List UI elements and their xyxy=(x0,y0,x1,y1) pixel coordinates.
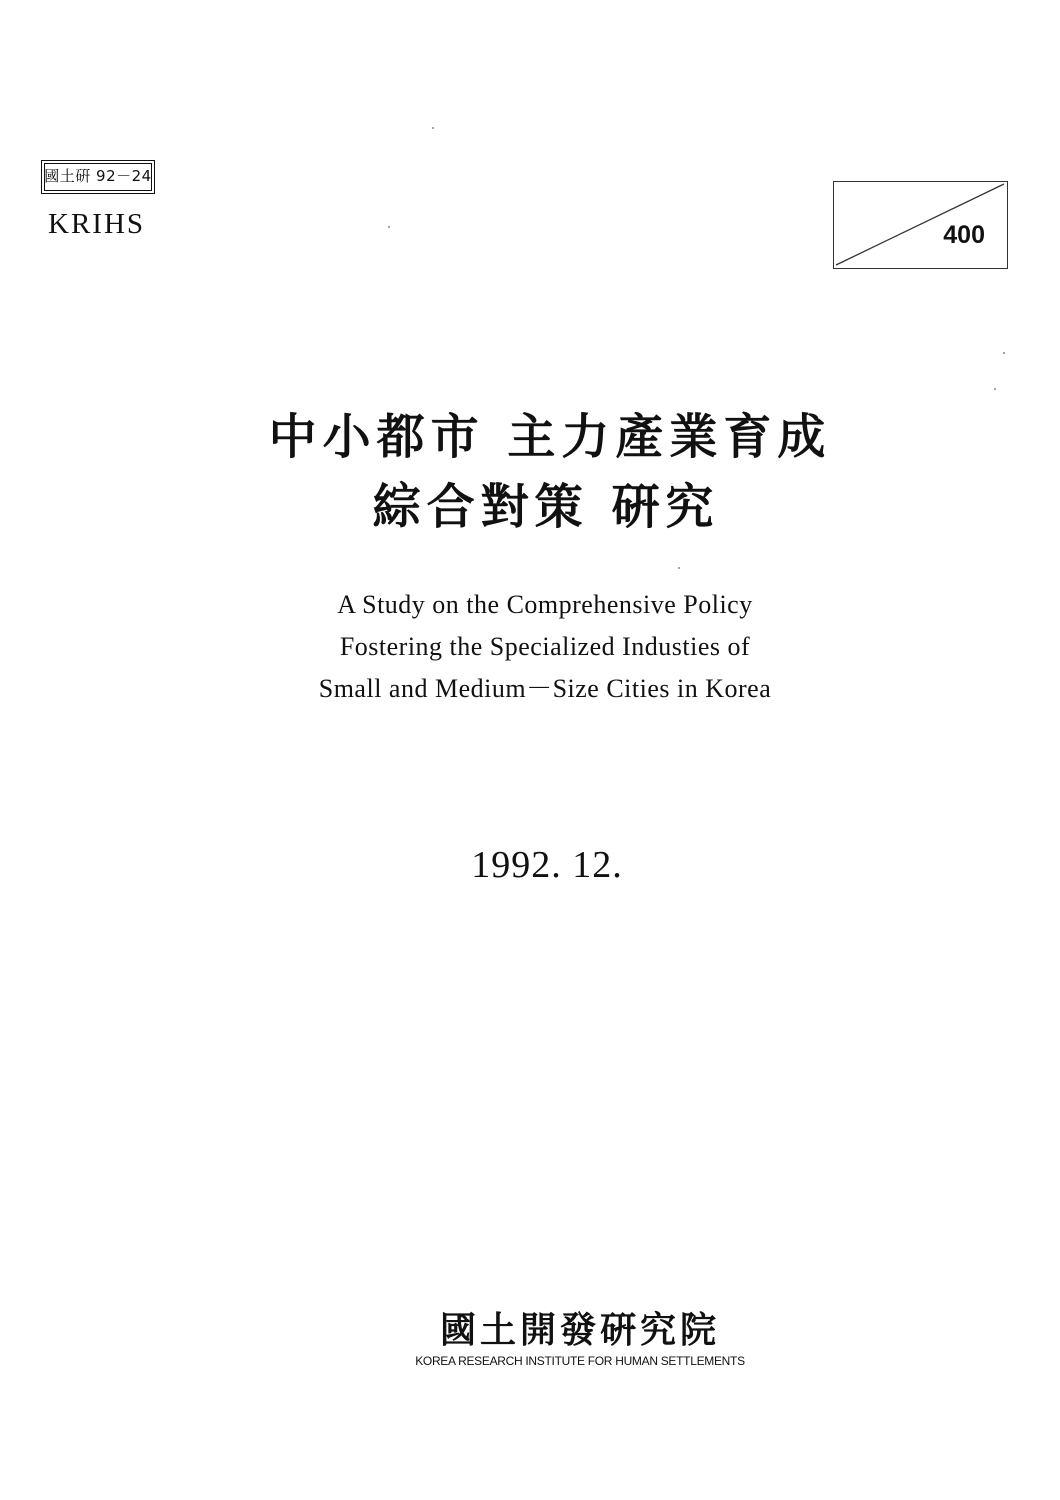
scan-speck xyxy=(678,567,680,569)
title-english-line-1: A Study on the Comprehensive Policy xyxy=(337,590,753,619)
title-hanja-line-2: 綜合對策 硏究 xyxy=(372,479,720,535)
publisher-name-english: KOREA RESEARCH INSTITUTE FOR HUMAN SETTLEMENTS xyxy=(415,1354,745,1368)
report-code: 國土硏 92－24 xyxy=(44,167,152,185)
series-number: 400 xyxy=(943,221,985,249)
title-english-line-2: Fostering the Specialized Industies of xyxy=(339,632,751,661)
publisher-name-hanja: 國土開發硏究院 xyxy=(439,1309,720,1351)
series-number-box xyxy=(833,181,1008,269)
scan-speck xyxy=(432,127,434,129)
title-english-line-3: Small and Medium－Size Cities in Korea xyxy=(318,674,772,703)
scan-speck xyxy=(1003,352,1005,354)
scan-speck xyxy=(994,388,996,390)
scan-speck xyxy=(388,226,390,228)
title-hanja-line-1: 中小都市 主力產業育成 xyxy=(268,409,832,465)
publisher-abbreviation: KRIHS xyxy=(48,208,146,240)
report-code-box xyxy=(41,160,155,194)
publication-date: 1992. 12. xyxy=(471,844,623,886)
